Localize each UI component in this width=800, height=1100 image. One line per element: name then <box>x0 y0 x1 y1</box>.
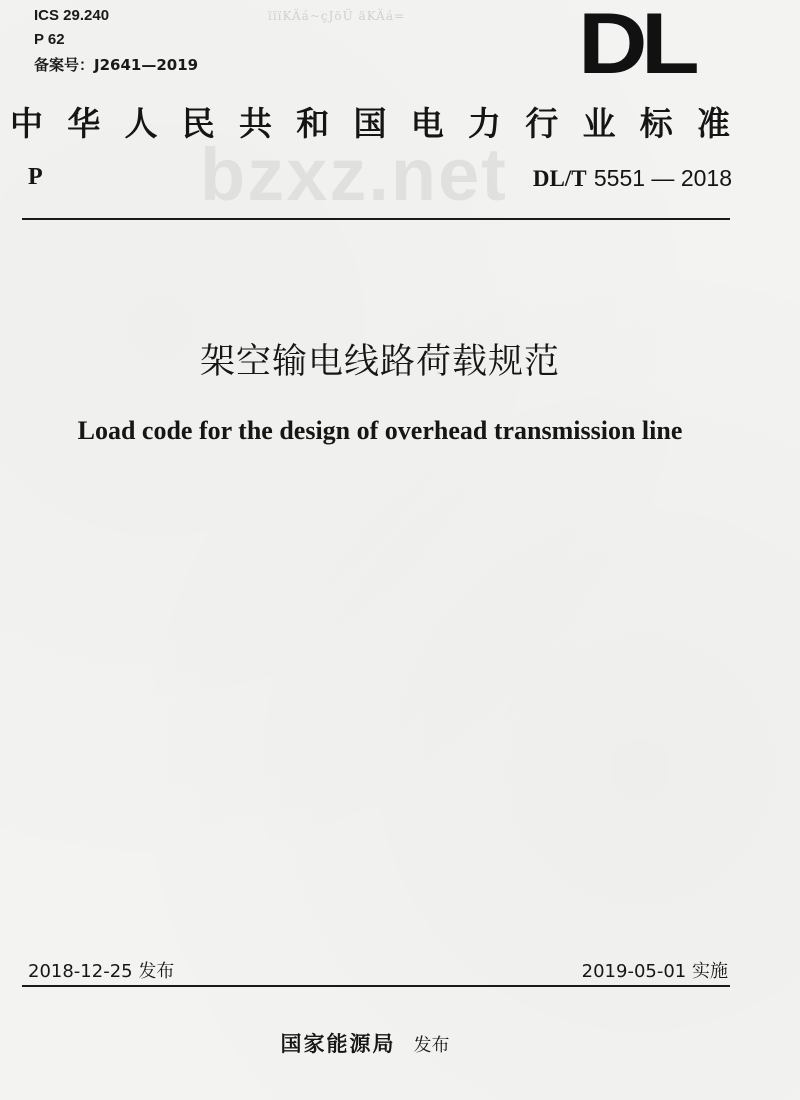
org-title-char: 共 <box>239 104 272 143</box>
issuer-action: 发布 <box>413 1035 450 1056</box>
top-divider <box>22 218 730 220</box>
ics-code: ICS 29.240 <box>34 7 110 24</box>
org-title-char: 电 <box>410 104 444 143</box>
standard-number <box>533 165 732 192</box>
title-chinese: 架空输电线路荷载规范 <box>199 342 560 382</box>
org-title-char: 行 <box>525 104 559 143</box>
effective-date: 2019-05-01 实施 <box>581 961 728 982</box>
classification-code: P 62 <box>34 31 65 48</box>
standard-code: 5551 — 2018 <box>593 165 732 191</box>
org-title-char: 民 <box>181 104 215 143</box>
org-title-char: 准 <box>697 104 730 143</box>
org-title-char: 标 <box>639 104 673 143</box>
org-title-char: 华 <box>67 104 101 143</box>
org-title-char: 中 <box>10 104 43 143</box>
org-title-char: 和 <box>296 104 330 143</box>
standard-prefix: DL/T <box>532 166 587 191</box>
bottom-divider <box>22 985 730 987</box>
issuer-name: 国家能源局 <box>280 1031 396 1056</box>
org-title-char: 力 <box>468 104 501 143</box>
class-letter: P <box>28 164 43 190</box>
garbled-header-text: ïïïKÄá~çJöÜ äKÄá= <box>268 9 406 23</box>
dl-logo: DL <box>578 0 693 92</box>
org-title-char: 国 <box>353 104 387 143</box>
issue-date: 2018-12-25 发布 <box>28 961 175 982</box>
org-title-char: 业 <box>582 104 616 143</box>
issuer <box>0 1028 730 1058</box>
watermark: bzxz.net <box>200 133 508 216</box>
title-english: Load code for the design of overhead transmission line <box>77 416 683 445</box>
record-number: 备案号：J2641—2019 <box>34 56 199 74</box>
org-title-char: 人 <box>124 104 158 143</box>
